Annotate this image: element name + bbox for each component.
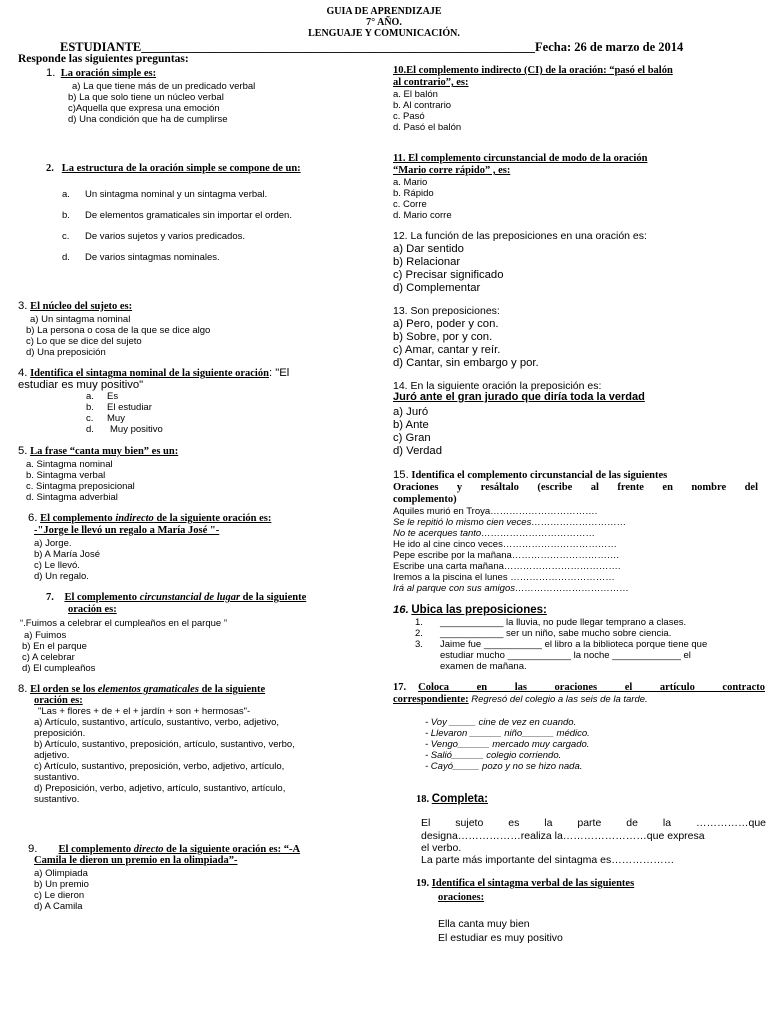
q3-option-b: b) La persona o cosa de la que se dice algo <box>26 325 211 336</box>
q11-title-1: 11. El complemento circunstancial de modo de la oración <box>393 153 648 164</box>
q7-option-b: b) En el parque <box>22 641 87 652</box>
q3-option-c: c) Lo que se dice del sujeto <box>26 336 142 347</box>
q6-title-b: indirecto <box>115 513 154 524</box>
q10-option-c: c. Pasó <box>393 111 425 122</box>
q11-option-d: d. Mario corre <box>393 210 452 221</box>
q8-option-c: c) Artículo, sustantivo, preposición, verbo, adjetivo, artículo, <box>34 761 285 772</box>
q3-option-a: a) Un sintagma nominal <box>30 314 131 325</box>
question-6 <box>28 512 271 525</box>
instructions: Responde las siguientes preguntas: <box>18 53 189 65</box>
question-1 <box>46 67 156 80</box>
q1-option-c: c)Aquella que expresa una emoción <box>68 103 220 114</box>
q16-item-3: Jaime fue ___________ el libro a la biblioteca porque tiene que <box>440 639 708 650</box>
q9-title-a: El complemento <box>58 844 134 855</box>
q15-line-8: Irá al parque con sus amigos……………………………… <box>393 583 629 594</box>
q15-line-4: He ido al cine cinco veces……………………………… <box>393 539 617 550</box>
q18-title: Completa: <box>431 793 488 805</box>
question-5 <box>18 445 178 458</box>
q17-line-5: - Cayó_____ pozo y no se hizo nada. <box>425 761 583 772</box>
q16-item-3-cont-1: estudiar mucho ____________ la noche _____________ el <box>440 650 691 661</box>
q3-option-d: d) Una preposición <box>26 347 106 358</box>
q9-title-b: directo <box>133 844 164 855</box>
q4-letter-c: c. <box>86 413 94 424</box>
q12-option-b: b) Relacionar <box>393 256 461 268</box>
q4-option-d: Muy positivo <box>110 424 163 435</box>
guide-title: GUIA DE APRENDIZAJE <box>326 6 442 17</box>
q14-option-a: a) Juró <box>393 406 429 418</box>
q2-option-c: De varios sujetos y varios predicados. <box>85 231 245 242</box>
subject-title: LENGUAJE Y COMUNICACIÓN. <box>308 28 460 39</box>
q17-line-1: - Voy _____ cine de vez en cuando. <box>425 717 577 728</box>
q19-line-2: El estudiar es muy positivo <box>438 932 563 944</box>
q15-title-3: complemento) <box>393 494 457 505</box>
q4-letter-d: d. <box>86 424 94 435</box>
q7-option-d: d) El cumpleaños <box>22 663 96 674</box>
q8-title-d: oración es: <box>34 695 83 706</box>
q5-option-c: c. Sintagma preposicional <box>26 481 135 492</box>
q8-sentence: "Las + flores + de + el + jardín + son + hermosas"- <box>38 706 251 717</box>
q8-option-a-cont: preposición. <box>34 728 86 739</box>
q16-item-2-number: 2. <box>415 628 423 639</box>
q8-option-c-cont: sustantivo. <box>34 772 80 783</box>
q4-letter-b: b. <box>86 402 94 413</box>
q15-line-3: No te acerques tanto……………………………… <box>393 528 596 539</box>
q14-title: 14. En la siguiente oración la preposición es: <box>393 380 602 392</box>
q10-option-b: b. Al contrario <box>393 100 452 111</box>
q7-option-c: c) A celebrar <box>22 652 75 663</box>
q17-line-3: - Vengo______ mercado muy cargado. <box>425 739 590 750</box>
q17-line-4: - Salió______ colegio corriendo. <box>425 750 562 761</box>
q7-number: 7. <box>46 592 54 603</box>
q2-option-d: De varios sintagmas nominales. <box>85 252 220 263</box>
q4-title: Identifica el sintagma nominal de la siguiente oración <box>30 368 269 379</box>
q5-number: 5. <box>18 445 28 457</box>
q17-line-2: - Llevaron ______ niño______ médico. <box>425 728 590 739</box>
q4-number: 4. <box>18 367 28 379</box>
q17-title-a: Coloca en las oraciones el artículo contracto <box>418 682 765 693</box>
q6-option-c: c) Le llevó. <box>34 560 80 571</box>
q9-title-c: de la siguiente oración es: “-A <box>163 844 301 855</box>
q6-option-a: a) Jorge. <box>34 538 72 549</box>
q12-title: 12. La función de las preposiciones en una oración es: <box>393 230 647 242</box>
q7-title-a: El complemento <box>64 592 140 603</box>
q9-option-a: a) Olimpiada <box>34 868 88 879</box>
q10-title-1: 10.El complemento indirecto (CI) de la oración: “pasó el balón <box>393 65 673 76</box>
q7-option-a: a) Fuimos <box>24 630 67 641</box>
q8-title-b: elementos gramaticales <box>97 684 199 695</box>
question-18 <box>416 794 488 806</box>
q16-item-3-number: 3. <box>415 639 423 650</box>
q8-title-c: de la siguiente <box>198 684 266 695</box>
q16-title: Ubica las preposiciones: <box>411 604 547 616</box>
q14-option-b: b) Ante <box>393 419 429 431</box>
q4-option-a: Es <box>107 391 119 402</box>
q16-item-1-number: 1. <box>415 617 423 628</box>
q9-option-d: d) A Camila <box>34 901 83 912</box>
q15-line-5: Pepe escribe por la mañana……………………………. <box>393 550 619 561</box>
q12-option-a: a) Dar sentido <box>393 243 464 255</box>
question-2 <box>46 163 301 175</box>
q12-option-c: c) Precisar significado <box>393 269 504 281</box>
q6-option-d: d) Un regalo. <box>34 571 89 582</box>
q9-title-d: Camila le dieron un premio en la olimpiada”- <box>34 855 238 866</box>
q3-number: 3. <box>18 300 28 312</box>
q18-line-3: el verbo. <box>421 842 462 854</box>
q13-option-b: b) Sobre, por y con. <box>393 331 493 343</box>
q14-option-c: c) Gran <box>393 432 431 444</box>
question-7 <box>46 592 306 604</box>
question-3 <box>18 300 132 313</box>
q18-line-2: designa………………realiza la……………………que expresa <box>421 830 705 842</box>
q1-option-a: a) La que tiene más de un predicado verbal <box>72 81 256 92</box>
q19-line-1: Ella canta muy bien <box>438 918 530 930</box>
q14-option-d: d) Verdad <box>393 445 442 457</box>
q6-title-a: El complemento <box>40 513 116 524</box>
q15-line-1: Aquiles murió en Troya……………………………. <box>393 506 598 517</box>
q4-option-c: Muy <box>107 413 125 424</box>
q15-line-6: Escribe una carta mañana………………………………. <box>393 561 621 572</box>
q11-option-c: c. Corre <box>393 199 427 210</box>
q13-option-a: a) Pero, poder y con. <box>393 318 499 330</box>
q2-letter-b: b. <box>62 210 70 221</box>
q1-option-d: d) Una condición que ha de cumplirse <box>68 114 228 125</box>
student-date-line: ESTUDIANTE_______________________________________________________________Fecha: 26 de marzo de 2014 <box>60 40 684 54</box>
q2-number: 2. <box>46 163 54 174</box>
q15-line-2: Se le repitió lo mismo cien veces………………………… <box>393 517 627 528</box>
q7-title-d: oración es: <box>68 604 117 615</box>
q8-number: 8. <box>18 683 28 695</box>
question-17 <box>393 682 765 694</box>
q15-title-1: Identifica el complemento circunstancial de las siguientes <box>411 470 668 481</box>
q5-title: La frase “canta muy bien” es un: <box>30 446 179 457</box>
q4-sentence: estudiar es muy positivo" <box>18 379 144 391</box>
q8-option-d: d) Preposición, verbo, adjetivo, artículo, sustantivo, artículo, <box>34 783 286 794</box>
q10-option-d: d. Pasó el balón <box>393 122 462 133</box>
q13-option-d: d) Cantar, sin embargo y por. <box>393 357 539 369</box>
q16-item-1: ____________ la lluvia, no pude llegar temprano a clases. <box>440 617 687 628</box>
q15-line-7: Iremos a la piscina el lunes …………………………… <box>393 572 615 583</box>
q9-option-c: c) Le dieron <box>34 890 85 901</box>
q11-title-2: “Mario corre rápido” , es: <box>393 165 511 176</box>
q6-sentence: -"Jorge le llevó un regalo a María José "- <box>34 525 220 536</box>
q7-title-b: circunstancial de lugar <box>139 592 241 603</box>
q1-option-b: b) La que solo tiene un núcleo verbal <box>68 92 224 103</box>
q8-option-b-cont: adjetivo. <box>34 750 70 761</box>
q7-title-c: de la siguiente <box>240 592 307 603</box>
q8-option-d-cont: sustantivo. <box>34 794 80 805</box>
q17-title-b: correspondiente: <box>393 694 469 705</box>
grade-title: 7° AÑO. <box>366 17 402 28</box>
q11-option-a: a. Mario <box>393 177 428 188</box>
q2-letter-a: a. <box>62 189 70 200</box>
question-16 <box>393 604 547 617</box>
q6-number: 6. <box>28 512 38 524</box>
q11-option-b: b. Rápido <box>393 188 434 199</box>
q10-title-2: al contrario”, es: <box>393 77 469 88</box>
q16-number: 16. <box>393 604 409 616</box>
q6-option-b: b) A María José <box>34 549 101 560</box>
q2-letter-c: c. <box>62 231 70 242</box>
question-15 <box>393 469 667 482</box>
q5-option-d: d. Sintagma adverbial <box>26 492 118 503</box>
q2-option-b: De elementos gramaticales sin importar el orden. <box>85 210 292 221</box>
q2-letter-d: d. <box>62 252 70 263</box>
q12-option-d: d) Complementar <box>393 282 481 294</box>
q1-number: 1. <box>46 67 56 79</box>
q18-number: 18. <box>416 794 430 805</box>
q15-number: 15. <box>393 469 409 481</box>
q7-sentence: “.Fuimos a celebrar el cumpleaños en el parque ” <box>20 618 227 629</box>
q4-letter-a: a. <box>86 391 94 402</box>
q15-title-2: Oraciones y resáltalo (escribe al frente en nombre del <box>393 482 758 493</box>
q8-option-b: b) Artículo, sustantivo, preposición, artículo, sustantivo, verbo, <box>34 739 295 750</box>
q4-option-b: El estudiar <box>107 402 152 413</box>
q8-title-a: El orden se los <box>30 684 98 695</box>
q1-title: La oración simple es: <box>60 68 157 79</box>
q19-number: 19. <box>416 878 430 889</box>
q3-title: El núcleo del sujeto es: <box>30 301 133 312</box>
q17-example: Regresó del colegio a las seis de la tarde. <box>468 694 648 705</box>
q19-title-1: Identifica el sintagma verbal de las siguientes <box>431 878 635 889</box>
q13-title: 13. Son preposiciones: <box>393 305 500 317</box>
q9-option-b: b) Un premio <box>34 879 89 890</box>
q14-sentence: Juró ante el gran jurado que diría toda la verdad <box>393 391 645 403</box>
q16-item-3-cont-2: examen de mañana. <box>440 661 527 672</box>
q17-number: 17. <box>393 682 407 693</box>
q5-option-a: a. Sintagma nominal <box>26 459 113 470</box>
q18-line-4: La parte más importante del sintagma es……………… <box>421 854 675 866</box>
q2-option-a: Un sintagma nominal y un sintagma verbal. <box>85 189 268 200</box>
q6-title-c: de la siguiente oración es: <box>153 513 272 524</box>
q18-line-1: El sujeto es la parte de la ……………que <box>421 817 766 829</box>
question-19 <box>416 878 634 890</box>
q16-item-2: ____________ ser un niño, sabe mucho sobre ciencia. <box>440 628 672 639</box>
q2-title: La estructura de la oración simple se compone de un: <box>61 163 301 174</box>
q10-option-a: a. El balón <box>393 89 438 100</box>
q13-option-c: c) Amar, cantar y reír. <box>393 344 501 356</box>
q8-option-a: a) Artículo, sustantivo, artículo, sustantivo, verbo, adjetivo, <box>34 717 280 728</box>
q9-number: 9. <box>28 843 38 855</box>
q17-title-line-2 <box>393 694 648 706</box>
q5-option-b: b. Sintagma verbal <box>26 470 106 481</box>
q4-title-rest: : "El <box>268 367 290 379</box>
q19-title-2: oraciones: <box>438 892 485 903</box>
